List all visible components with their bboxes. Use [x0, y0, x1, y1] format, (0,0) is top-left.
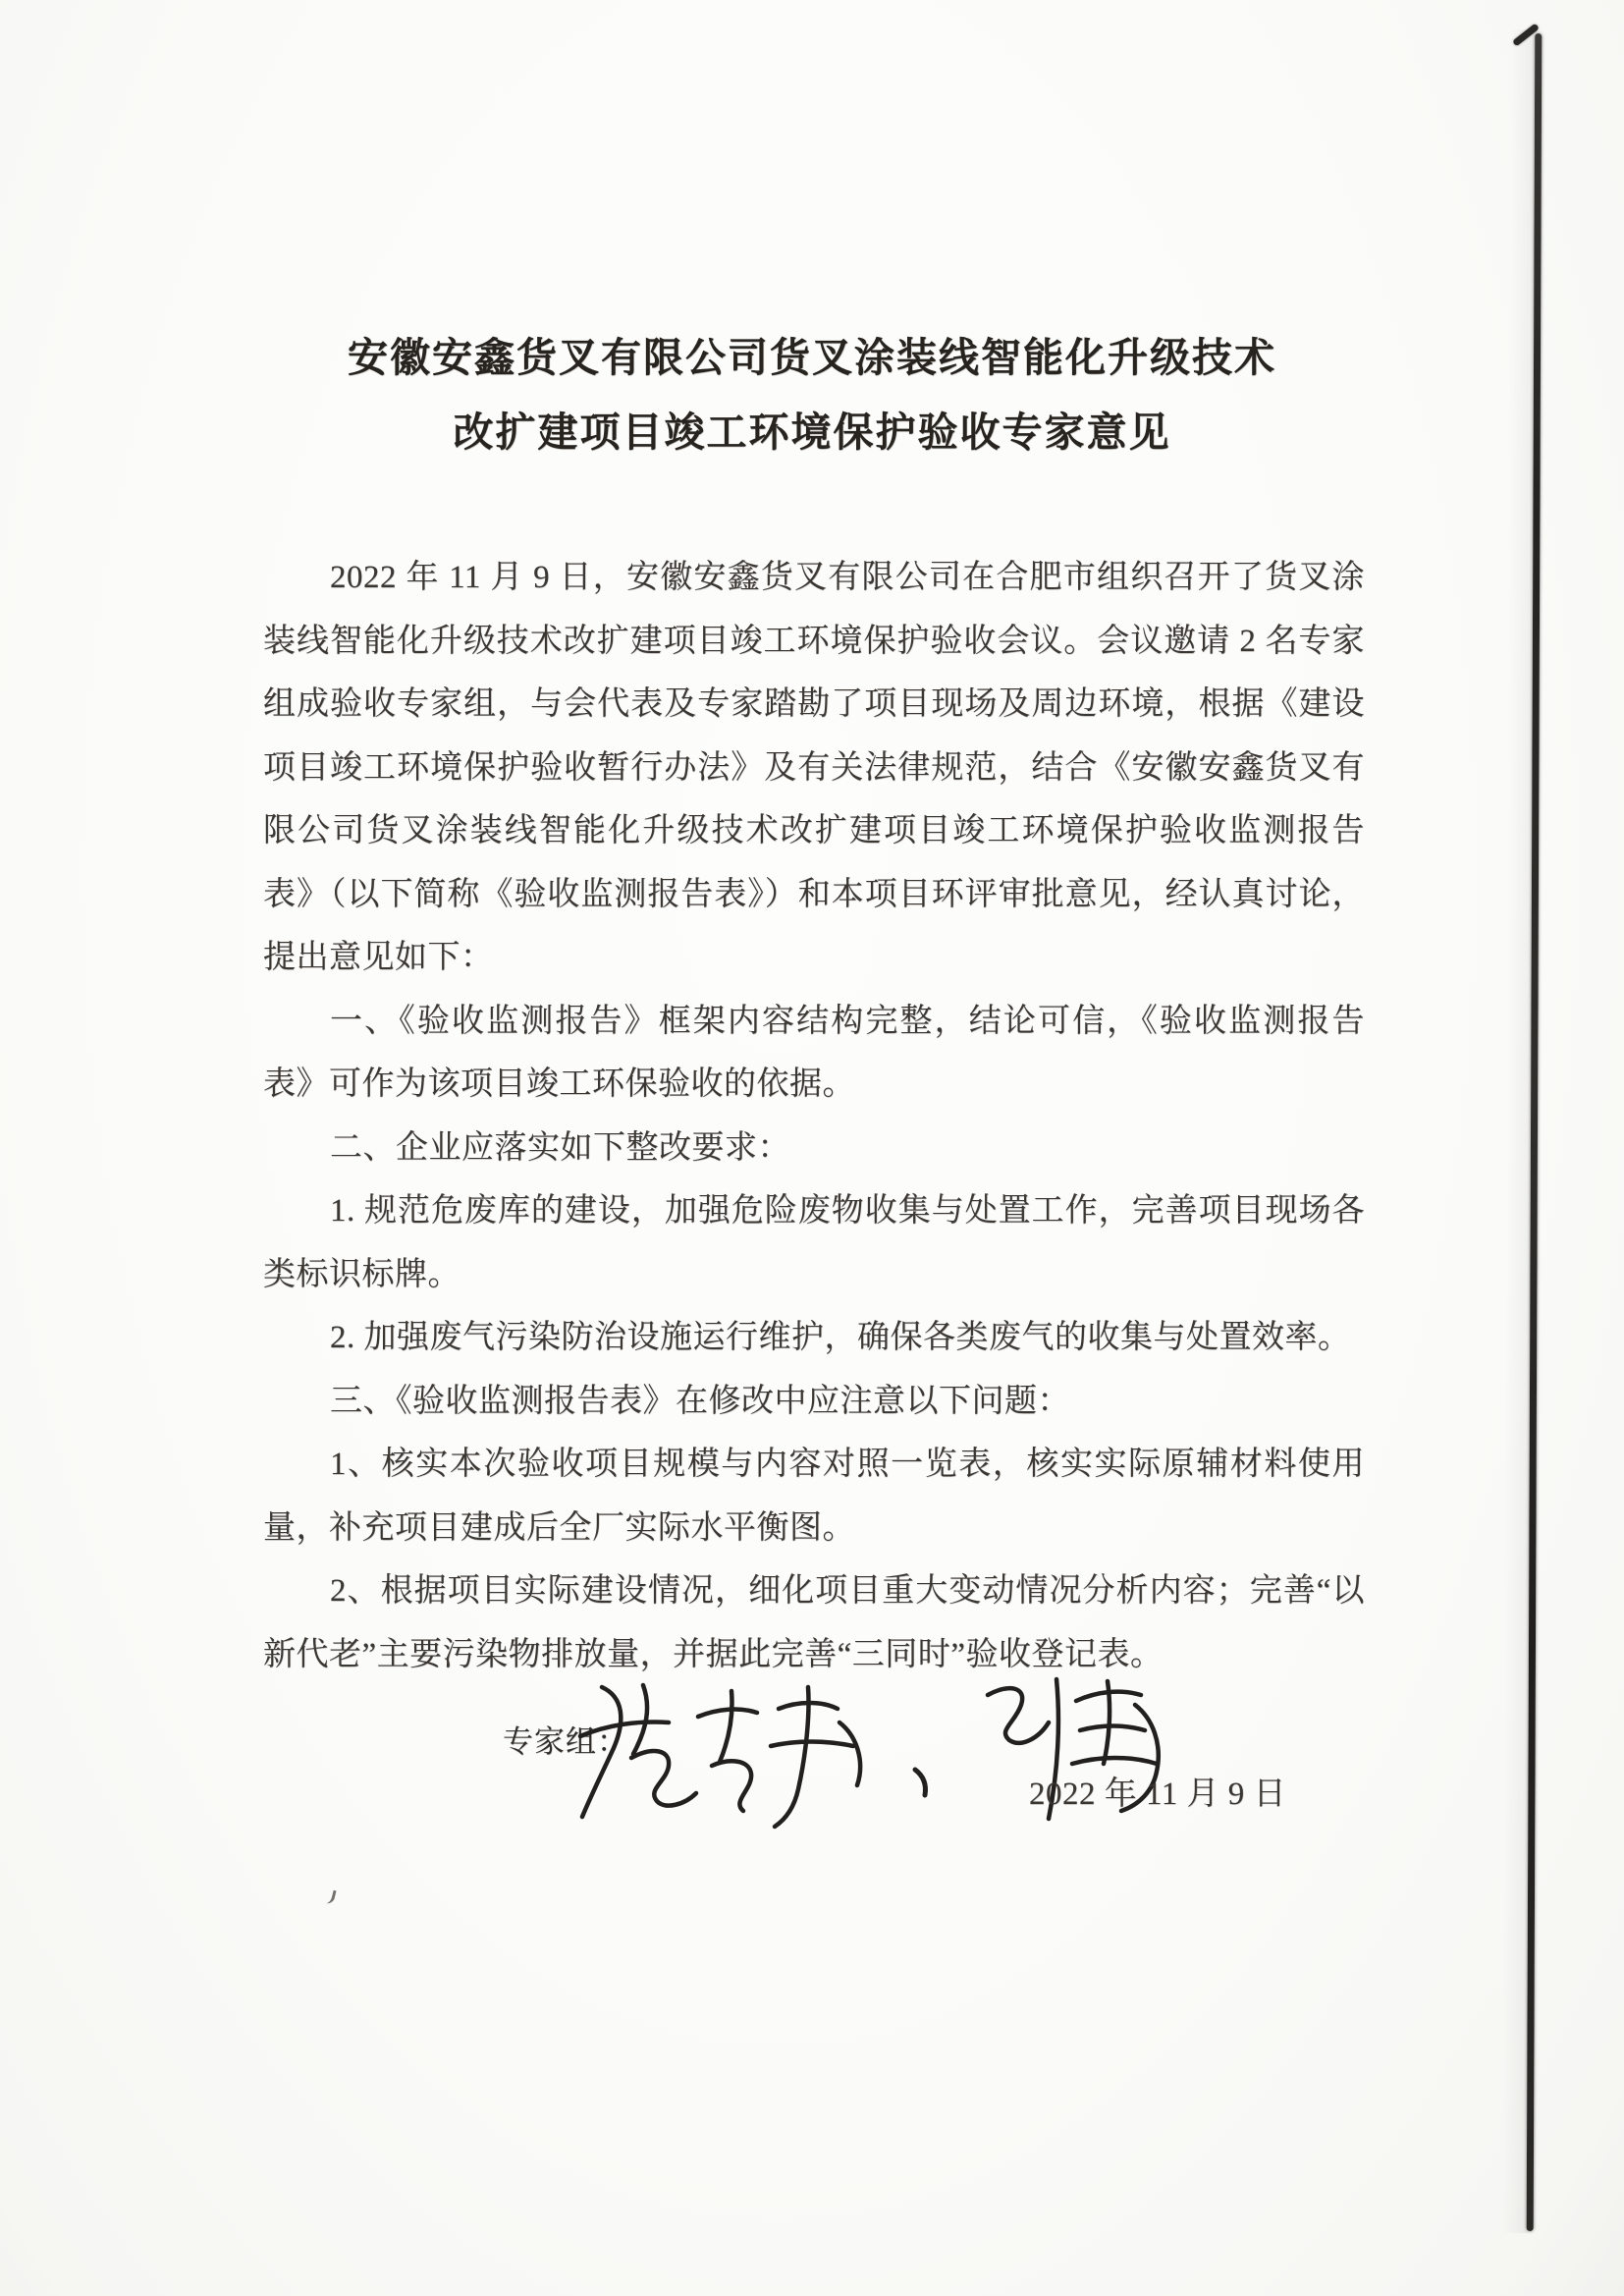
handwritten-separator-mark [911, 1766, 933, 1801]
document-title-line2: 改扩建项目竣工环境保护验收专家意见 [453, 410, 1171, 455]
paragraph-rectify-2: 2. 加强废气污染防治设施运行维护，确保各类废气的收集与处置效率。 [330, 1320, 1351, 1355]
paragraph-rectify-1: 1. 规范危废库的建设，加强危险废物收集与处置工作，完善项目现场各类标识标牌。 [263, 1193, 1365, 1292]
paragraph-revise-2: 2、根据项目实际建设情况，细化项目重大变动情况分析内容；完善“以新代老”主要污染物排放量，并据此完善“三同时”验收登记表。 [263, 1573, 1365, 1672]
paragraph-item-two: 二、企业应落实如下整改要求： [330, 1129, 790, 1166]
paragraph-item-one: 一、《验收监测报告》框架内容结构完整，结论可信，《验收监测报告表》可作为该项目竣工环保验收的依据。 [263, 1003, 1365, 1102]
stray-ink-mark [323, 1888, 336, 1905]
paragraph-item-three: 三、《验收监测报告表》在修改中应注意以下问题： [330, 1383, 1070, 1419]
paragraph-intro: 2022 年 11 月 9 日，安徽安鑫货叉有限公司在合肥市组织召开了货叉涂装线智能化升级技术改扩建项目竣工环境保护验收会议。会议邀请 2 名专家组成验收专家组，与会代表及专家踏勘了项目现场及周边环境，根据《建设项目竣工环境保护验收暂行办法》及有关法律规范，结合《安徽安鑫货叉有限公司货叉涂装线智能化升级技术改扩建项目竣工环境保护验收监测报告表》（以下简称《验收监测报告表》）和本项目环评审批意见，经认真讨论，提出意见如下： [263, 560, 1365, 975]
handwritten-signature-expert-1 [574, 1664, 889, 1838]
document-title-line1: 安徽安鑫货叉有限公司货叉涂装线智能化升级技术 [348, 335, 1276, 380]
document-title [0, 320, 1624, 469]
signature-date: 2022 年 11 月 9 日 [1029, 1777, 1287, 1812]
expert-group-label: 专家组： [503, 1724, 628, 1759]
paragraph-revise-1: 1、核实本次验收项目规模与内容对照一览表，核实实际原辅材料使用量，补充项目建成后全厂实际水平衡图。 [263, 1447, 1365, 1546]
document-body [263, 546, 1365, 1686]
